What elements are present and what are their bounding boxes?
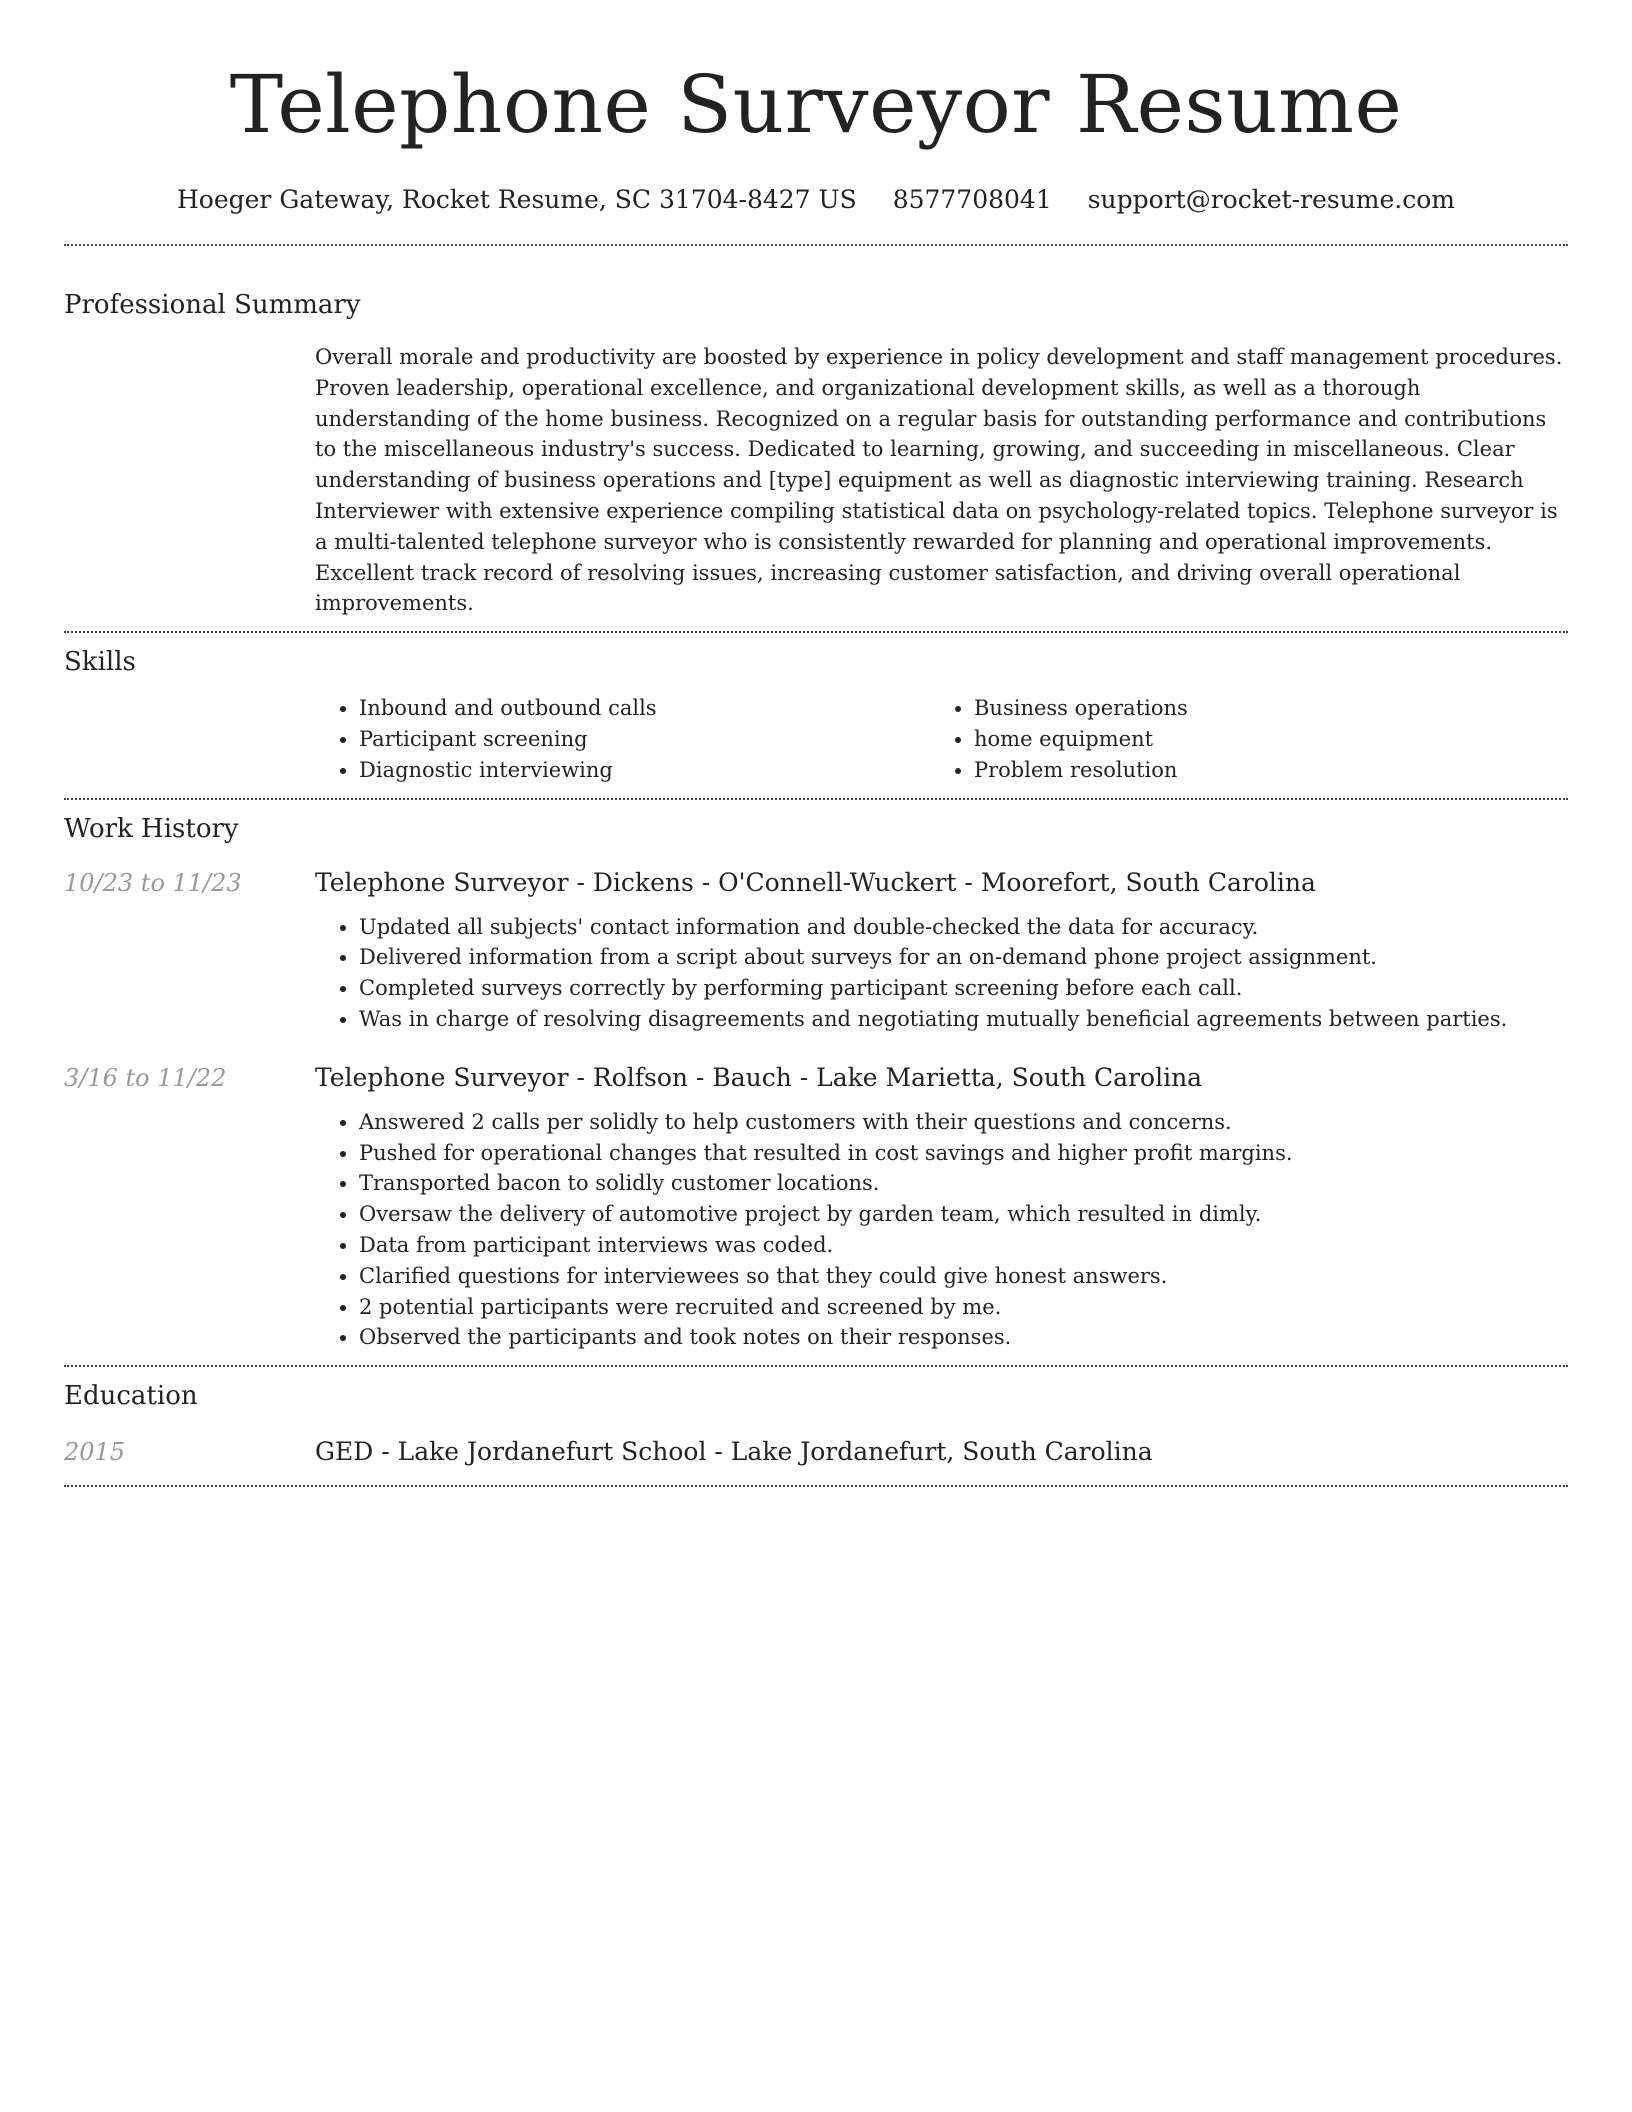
job-bullets [315, 912, 1568, 1035]
work-history-heading: Work History [64, 813, 239, 844]
resume-header [64, 0, 1568, 218]
skill-item: • Inbound and outbound calls [359, 693, 930, 724]
job-bullet: • Updated all subjects' contact information and double-checked the data for accuracy. [359, 912, 1568, 943]
job-bullet: • Completed surveys correctly by performing participant screening before each call. [359, 973, 1568, 1004]
skills-heading: Skills [64, 647, 136, 678]
contact-email: support@rocket-resume.com [1087, 185, 1456, 214]
skill-item: • Diagnostic interviewing [359, 755, 930, 786]
job-dates: 3/16 to 11/22 [64, 1063, 227, 1092]
job-bullet: • Observed the participants and took notes on their responses. [359, 1322, 1568, 1353]
job-dates: 10/23 to 11/23 [64, 868, 242, 897]
job-bullets [315, 1107, 1568, 1353]
section-divider [64, 631, 1568, 633]
education-section [64, 1379, 1568, 1485]
job-bullet: • Pushed for operational changes that resulted in cost savings and higher profit margins. [359, 1138, 1568, 1169]
skill-item: • Problem resolution [974, 755, 1545, 786]
job-title: Telephone Surveyor - Dickens - O'Connell-Wuckert - Moorefort, South Carolina [315, 867, 1316, 897]
education-title: GED - Lake Jordanefurt School - Lake Jordanefurt, South Carolina [315, 1437, 1153, 1467]
contact-address: Hoeger Gateway, Rocket Resume, SC 31704-8427 US [176, 185, 857, 214]
job-bullet: • 2 potential participants were recruited and screened by me. [359, 1292, 1568, 1323]
section-divider [64, 244, 1568, 246]
summary-text: Overall morale and productivity are boosted by experience in policy development and staff management procedures. Proven leadership, operational excellence, and organizational development skills, as well as a thorough understanding of the home business. Recognized on a regular basis for outstanding performance and contributions to the miscellaneous industry's success. Dedicated to learning, growing, and succeeding in miscellaneous. Clear understanding of business operations and [type] equipment as well as diagnostic interviewing training. Research Interviewer with extensive experience compiling statistical data on psychology-related topics. Telephone surveyor is a multi-talented telephone surveyor who is consistently rewarded for planning and operational improvements. Excellent track record of resolving issues, increasing customer satisfaction, and driving overall operational improvements. [315, 345, 1563, 616]
education-entry [64, 1435, 1568, 1485]
education-body [315, 1435, 1568, 1469]
job-entry [64, 866, 1568, 1035]
skill-item: • Participant screening [359, 724, 930, 755]
skills-column-left [315, 693, 930, 785]
job-entry [64, 1061, 1568, 1353]
skills-grid [315, 693, 1568, 797]
job-title: Telephone Surveyor - Rolfson - Bauch - Lake Marietta, South Carolina [315, 1062, 1203, 1092]
page-title: Telephone Surveyor Resume [229, 58, 1403, 151]
skills-section [64, 645, 1568, 797]
job-bullet: • Answered 2 calls per solidly to help customers with their questions and concerns. [359, 1107, 1568, 1138]
education-heading: Education [64, 1381, 198, 1412]
job-bullet: • Delivered information from a script about surveys for an on-demand phone project assignment. [359, 942, 1568, 973]
skill-item: • Business operations [974, 693, 1545, 724]
education-year: 2015 [64, 1438, 126, 1467]
job-bullet: • Transported bacon to solidly customer locations. [359, 1168, 1568, 1199]
work-history-section [64, 812, 1568, 1366]
job-body [315, 1061, 1568, 1353]
contact-phone: 8577708041 [892, 185, 1052, 214]
section-divider [64, 1365, 1568, 1367]
job-bullet: • Was in charge of resolving disagreements and negotiating mutually beneficial agreements between parties. [359, 1004, 1568, 1035]
contact-line [64, 182, 1568, 218]
job-bullet: • Clarified questions for interviewees so that they could give honest answers. [359, 1261, 1568, 1292]
summary-heading: Professional Summary [64, 290, 361, 320]
skill-item: • home equipment [974, 724, 1545, 755]
job-body [315, 866, 1568, 1035]
section-divider [64, 798, 1568, 800]
skills-column-right [930, 693, 1545, 785]
job-bullet: • Oversaw the delivery of automotive project by garden team, which resulted in dimly. [359, 1199, 1568, 1230]
summary-section [64, 288, 1568, 631]
section-divider [64, 1485, 1568, 1487]
job-bullet: • Data from participant interviews was coded. [359, 1230, 1568, 1261]
